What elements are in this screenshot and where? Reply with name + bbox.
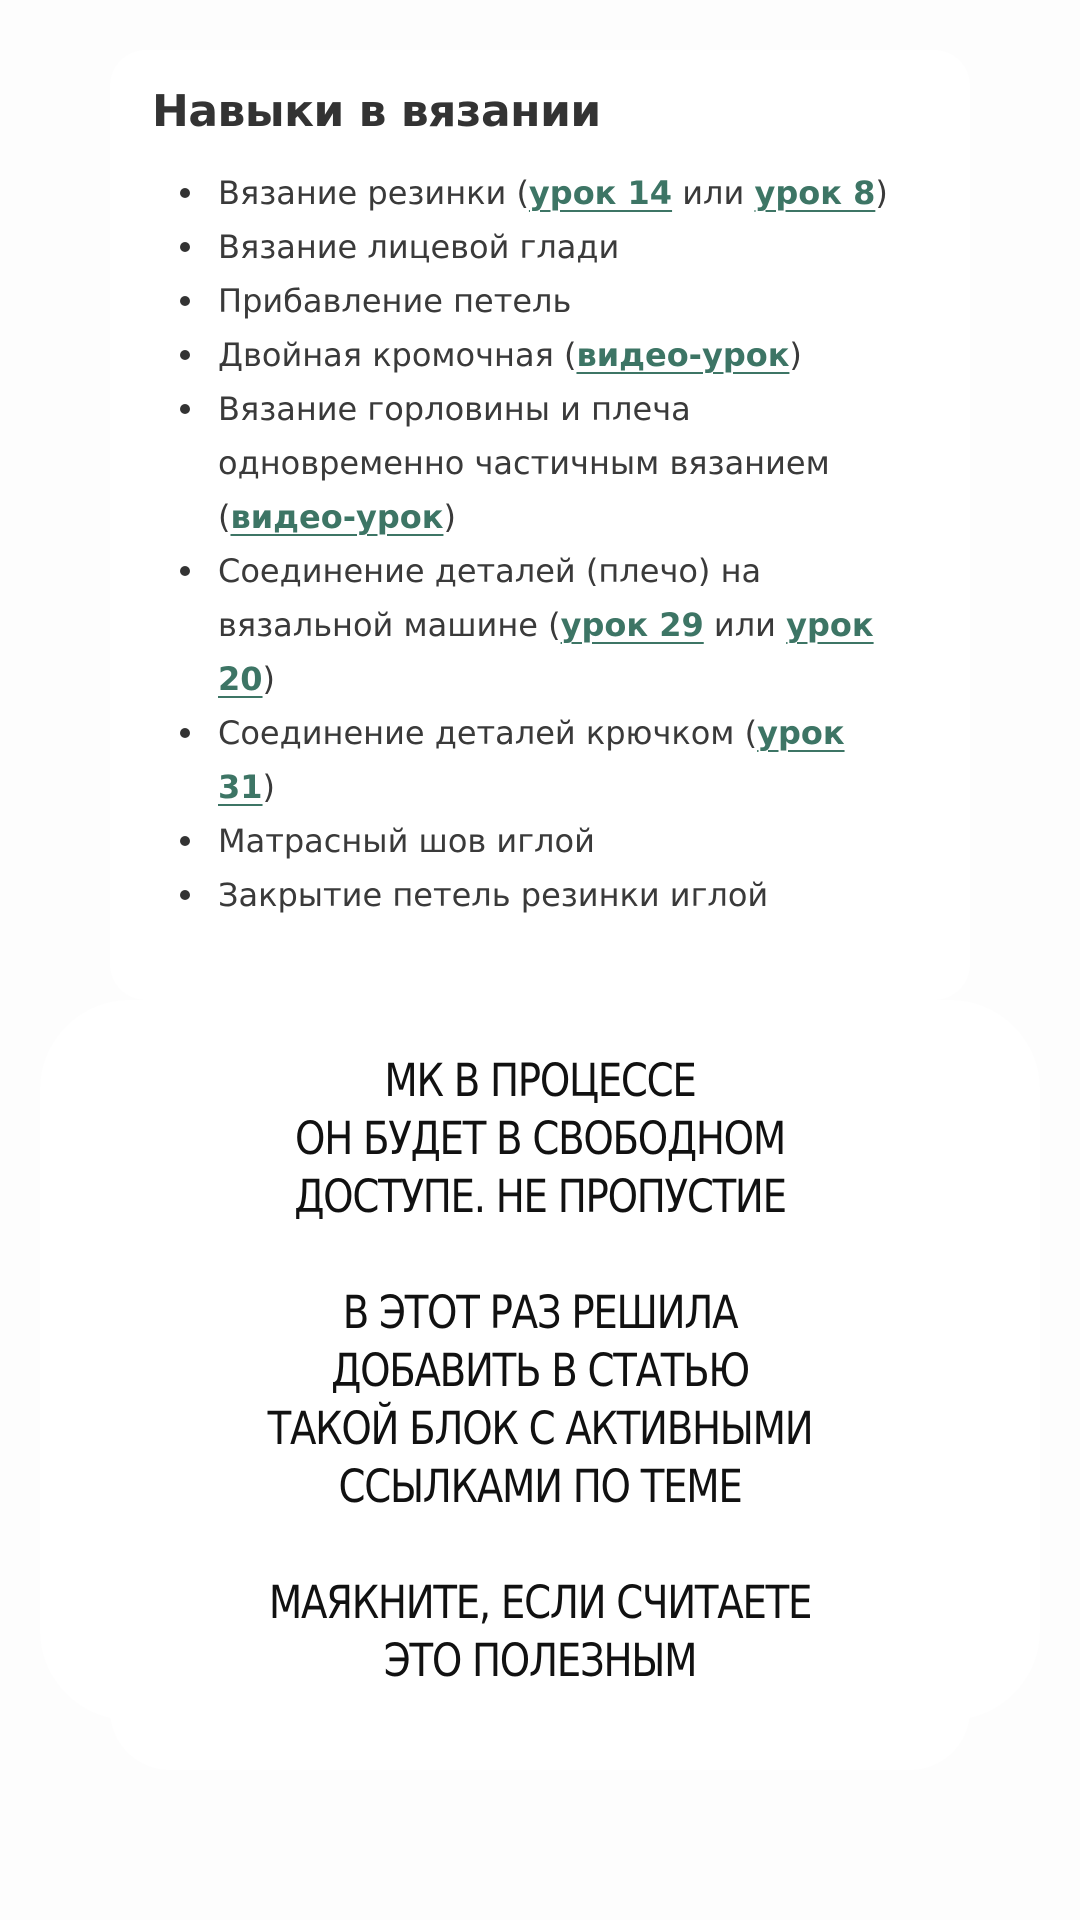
skill-list-item <box>218 706 898 814</box>
bullet-icon <box>180 728 190 738</box>
bullet-icon <box>180 242 190 252</box>
skill-list-item <box>218 544 898 706</box>
skill-text: Соединение деталей (плечо) на вязальной машине ( <box>218 552 762 644</box>
skill-text: Закрытие петель резинки иглой <box>218 876 769 914</box>
lesson-link[interactable]: урок 8 <box>754 174 876 212</box>
lesson-link[interactable]: урок 31 <box>218 714 845 806</box>
skill-list-item <box>218 166 898 220</box>
story-paragraph <box>153 1052 927 1226</box>
skills-list <box>218 166 898 922</box>
story-line: В ЭТОТ РАЗ РЕШИЛА <box>342 1286 738 1339</box>
bullet-icon <box>180 188 190 198</box>
skill-text: Вязание лицевой глади <box>218 228 620 266</box>
story-paragraph <box>153 1284 927 1516</box>
skill-text: ) <box>875 174 888 212</box>
skill-list-item <box>218 814 898 868</box>
story-line: МАЯКНИТЕ, ЕСЛИ СЧИТАЕТЕ <box>268 1576 812 1629</box>
section-title: Навыки в вязании <box>152 86 601 137</box>
lesson-link[interactable]: видео-урок <box>230 498 444 536</box>
skill-text: или <box>672 174 755 212</box>
skill-text: Вязание горловины и плеча одновременно частичным вязанием ( <box>218 390 830 536</box>
skill-text: Вязание резинки ( <box>218 174 529 212</box>
story-line: ОН БУДЕТ В СВОБОДНОМ <box>295 1112 785 1165</box>
story-caption <box>153 1052 927 1690</box>
story-line: МК В ПРОЦЕССЕ <box>384 1054 696 1107</box>
skill-list-item <box>218 328 898 382</box>
skill-text: ) <box>262 768 276 806</box>
skill-list-item <box>218 382 898 544</box>
story-line: ЭТО ПОЛЕЗНЫМ <box>383 1634 697 1687</box>
bullet-icon <box>180 566 190 576</box>
story-line: ДОБАВИТЬ В СТАТЬЮ <box>331 1344 749 1397</box>
lesson-link[interactable]: видео-урок <box>576 336 790 374</box>
story-line: ССЫЛКАМИ ПО ТЕМЕ <box>338 1460 742 1513</box>
bullet-icon <box>180 296 190 306</box>
lesson-link[interactable]: урок 14 <box>528 174 673 212</box>
bullet-icon <box>180 350 190 360</box>
story-paragraph <box>153 1574 927 1690</box>
skill-text: Прибавление петель <box>218 282 572 320</box>
skill-text: ) <box>789 336 802 374</box>
skill-text: Двойная кромочная ( <box>218 336 577 374</box>
story-line: ДОСТУПЕ. НЕ ПРОПУСТИЕ <box>294 1170 786 1223</box>
bullet-icon <box>180 836 190 846</box>
lesson-link[interactable]: урок 29 <box>560 606 704 644</box>
bullet-icon <box>180 404 190 414</box>
skill-text: ) <box>262 660 276 698</box>
lesson-link[interactable]: урок 20 <box>218 606 874 698</box>
bullet-icon <box>180 890 190 900</box>
skill-text: Соединение деталей крючком ( <box>218 714 758 752</box>
story-line: ТАКОЙ БЛОК С АКТИВНЫМИ <box>267 1402 813 1455</box>
skill-text: Матрасный шов иглой <box>218 822 595 860</box>
skill-text: или <box>703 606 787 644</box>
skill-text: ) <box>443 498 456 536</box>
skill-list-item <box>218 274 898 328</box>
skill-list-item <box>218 868 898 922</box>
skill-list-item <box>218 220 898 274</box>
